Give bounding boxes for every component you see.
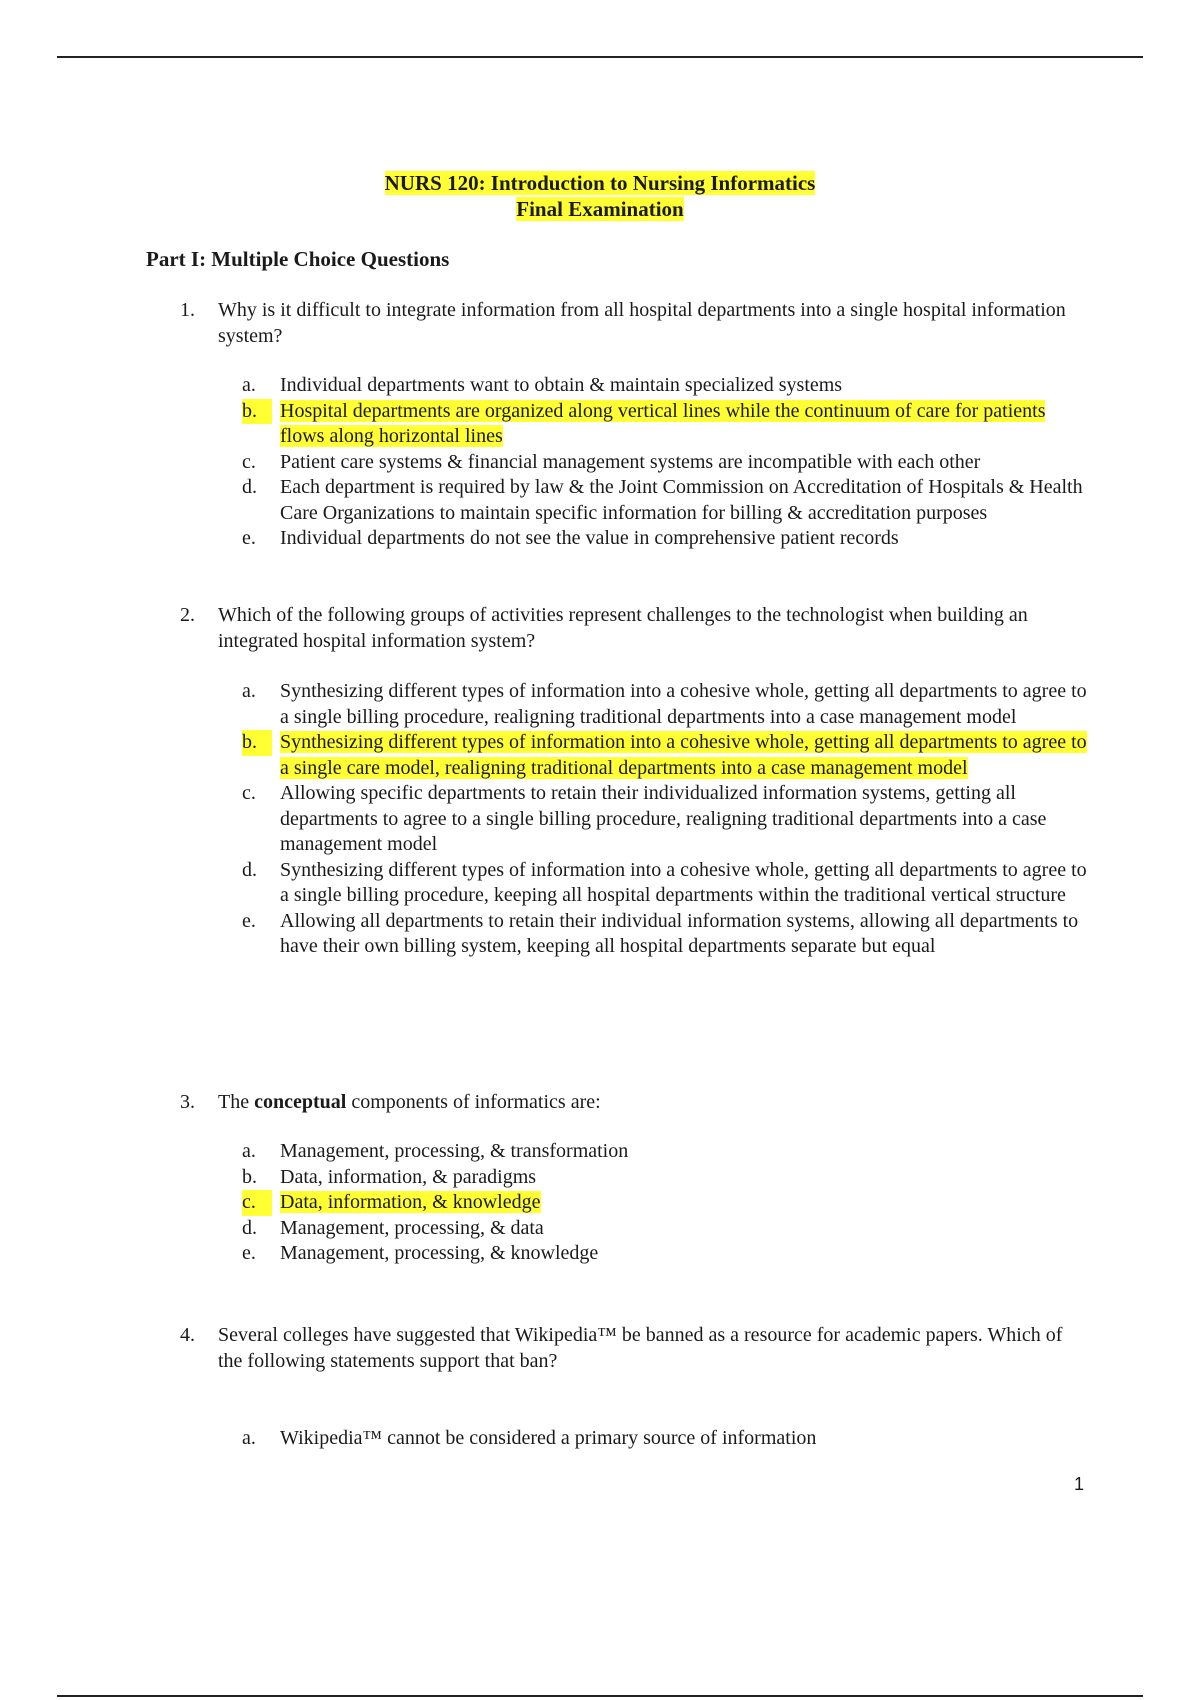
question-number: 3. — [180, 1091, 195, 1113]
page-number: 1 — [1074, 1474, 1085, 1494]
course-title: NURS 120: Introduction to Nursing Informatics — [384, 171, 816, 195]
question-number: 4. — [180, 1324, 195, 1346]
option-2e: e. Allowing all departments to retain their individual information systems, allowing all departments to have their own billing system, keeping all hospital departments separate but equal — [242, 909, 1079, 957]
section-heading: Part I: Multiple Choice Questions — [146, 247, 450, 271]
option-2b-highlighted: b. Synthesizing different types of information into a cohesive whole, getting all departments to agree to a single care model, realigning traditional departments into a case management model — [242, 731, 1087, 779]
option-3c-highlighted: c. Data, information, & knowledge — [242, 1190, 1088, 1216]
option-2c: c. Allowing specific departments to retain their individualized information systems, getting all departments to agree to a single billing procedure, realigning traditional departments into a case management model — [242, 782, 1047, 855]
option-3b: b. Data, information, & paradigms — [242, 1165, 537, 1188]
option-1b-highlighted: b. Hospital departments are organized along vertical lines while the continuum of care for patients flows along horizontal lines — [242, 399, 1046, 447]
question-stem: Why is it difficult to integrate information from all hospital departments into a single hospital information system? — [218, 299, 1066, 347]
option-1c: c. Patient care systems & financial management systems are incompatible with each other — [242, 450, 981, 473]
emphasized-word: conceptual — [254, 1091, 347, 1113]
question-2-options — [242, 679, 1088, 960]
option-3e: e. Management, processing, & knowledge — [242, 1242, 599, 1264]
bottom-rule — [57, 1695, 1143, 1697]
option-3d: d. Management, processing, & data — [242, 1216, 544, 1239]
question-number: 2. — [180, 604, 195, 626]
top-rule — [57, 56, 1143, 58]
exam-header — [0, 170, 1200, 222]
question-stem: Several colleges have suggested that Wikipedia™ be banned as a resource for academic papers. Which of the following statements support that ban? — [218, 1324, 1063, 1372]
question-stem: The conceptual components of informatics are: — [218, 1091, 601, 1113]
exam-title: Final Examination — [516, 197, 684, 221]
option-2d: d. Synthesizing different types of information into a cohesive whole, getting all departments to agree to a single billing procedure, keeping all hospital departments within the traditional vertical structure — [242, 858, 1087, 906]
question-stem: Which of the following groups of activities represent challenges to the technologist when building an integrated hospital information system? — [218, 604, 1028, 652]
option-1d: d. Each department is required by law & the Joint Commission on Accreditation of Hospitals & Health Care Organizations to maintain specific information for billing & accreditation purposes — [242, 476, 1083, 524]
question-3-options — [242, 1139, 1088, 1267]
option-1a: a. Individual departments want to obtain & maintain specialized systems — [242, 374, 843, 396]
question-number: 1. — [180, 299, 195, 321]
option-2a: a. Synthesizing different types of information into a cohesive whole, getting all departments to agree to a single billing procedure, realigning traditional departments into a case management model — [242, 680, 1087, 728]
question-4-options — [242, 1426, 1088, 1452]
question-1-options — [242, 373, 1088, 552]
option-4a: a. Wikipedia™ cannot be considered a primary source of information — [242, 1427, 817, 1449]
option-3a: a. Management, processing, & transformation — [242, 1140, 629, 1162]
option-1e: e. Individual departments do not see the value in comprehensive patient records — [242, 527, 899, 549]
